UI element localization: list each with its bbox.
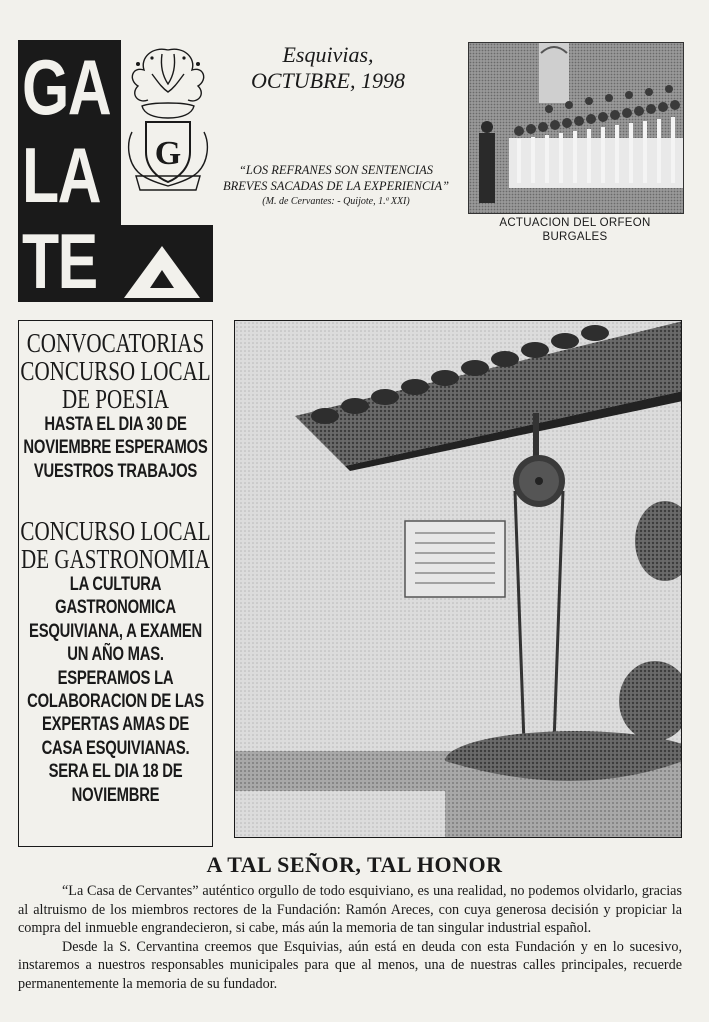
poetry-body-1: HASTA EL DIA 30 DE <box>44 414 187 435</box>
logo-a-icon <box>116 240 208 300</box>
choir-photo-image <box>469 43 683 213</box>
announcements-box <box>18 320 213 847</box>
logo-line-2: LA <box>22 131 100 219</box>
gastronomy-body-5: ESPERAMOS LA <box>57 667 174 689</box>
poetry-heading-2: CONCURSO LOCAL <box>20 356 211 386</box>
heraldic-crest-icon <box>122 44 214 199</box>
gastronomy-body-8: CASA ESQUIVIANAS. <box>41 737 190 759</box>
cervantes-quote <box>218 162 454 210</box>
poetry-body-2: NOVIEMBRE ESPERAMOS <box>23 437 208 459</box>
gastronomy-body-2: GASTRONOMICA <box>55 597 176 619</box>
poetry-body-3: VUESTROS TRABAJOS <box>33 460 198 482</box>
svg-text:G: G <box>154 135 182 172</box>
choir-photo-caption <box>468 216 682 244</box>
well-photo <box>234 320 682 838</box>
gastronomy-body-3: ESQUIVIANA, A EXAMEN <box>29 620 202 642</box>
logo-line-1: GA <box>22 43 111 131</box>
article-title: A TAL SEÑOR, TAL HONOR <box>206 852 503 877</box>
gastronomy-body-9: SERA EL DIA 18 DE <box>48 761 183 783</box>
issue-place: Esquivias, <box>282 42 374 67</box>
issue-date: OCTUBRE, 1998 <box>251 68 405 93</box>
poetry-contest-section <box>19 329 212 483</box>
caption-line-2: BURGALES <box>542 231 608 243</box>
gastronomy-body-7: EXPERTAS AMAS DE <box>42 714 189 736</box>
article-body <box>18 882 682 994</box>
article-paragraph-2: Desde la S. Cervantina creemos que Esquivias, aún está en deuda con esta Fundación y en lo sucesivo, instaremos a nuestros responsables municipales para que al menos, una de nuestras calles principales, recuerde permanentemente la memoria de su fundador. <box>18 938 682 992</box>
poetry-heading-1: CONVOCATORIAS <box>26 328 205 358</box>
choir-photo <box>468 42 684 214</box>
logo-line-3: TE <box>22 217 97 302</box>
quote-line-1: “LOS REFRANES SON SENTENCIAS <box>238 163 434 177</box>
quote-source: (M. de Cervantes: - Quijote, 1.ª XXI) <box>262 196 410 207</box>
poetry-heading-3: DE POESIA <box>61 384 170 414</box>
quote-line-2: BREVES SACADAS DE LA EXPERIENCIA” <box>222 179 450 193</box>
well-photo-image <box>235 321 682 838</box>
gastronomy-contest-section <box>19 517 212 807</box>
caption-line-1: ACTUACION DEL ORFEON <box>499 217 651 229</box>
gastronomy-body-1: LA CULTURA <box>69 574 162 595</box>
gastronomy-heading-1: CONCURSO LOCAL <box>20 516 211 546</box>
gastronomy-body-6: COLABORACION DE LAS <box>27 691 204 713</box>
gastronomy-heading-2: DE GASTRONOMIA <box>21 544 210 574</box>
article-paragraph-1: “La Casa de Cervantes” auténtico orgullo de todo esquiviano, es una realidad, no podemos olvidarlo, gracias al altruismo de los miembros rectores de la Fundación: Ramón Areces, con cuya generosa decisión y propiciar la compra del inmueble engrandecieron, si cabe, más aún la memoria de tan singular industrial español. <box>18 883 682 937</box>
gastronomy-body-4: UN AÑO MAS. <box>67 644 164 666</box>
issue-dateline <box>228 42 428 94</box>
gastronomy-body-10: NOVIEMBRE <box>71 784 160 806</box>
